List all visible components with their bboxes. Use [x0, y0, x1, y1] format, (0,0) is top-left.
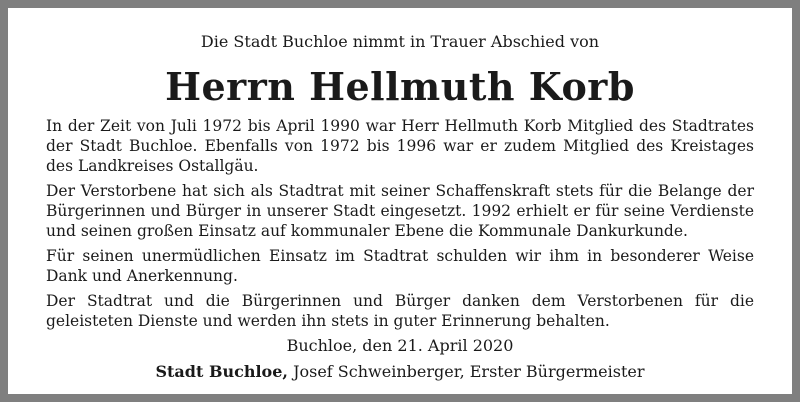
signature-organization: Stadt Buchloe, — [155, 362, 288, 381]
body-paragraph: In der Zeit von Juli 1972 bis April 1990 war Herr Hellmuth Korb Mitglied des Stadtrates der Stadt Buchloe. Ebenfalls von 1972 bis 1996 war er zudem Mitglied des Kreistages des Landkreises Ostallgäu. — [46, 117, 754, 175]
body-paragraph: Der Stadtrat und die Bürgerinnen und Bürger danken dem Verstorbenen für die geleisteten Dienste und werden ihn stets in guter Erinnerung behalten. — [46, 292, 754, 330]
place-and-date: Buchloe, den 21. April 2020 — [286, 336, 514, 355]
intro-line: Die Stadt Buchloe nimmt in Trauer Abschied von — [200, 32, 600, 51]
signature-line — [8, 362, 792, 382]
body-paragraph: Der Verstorbene hat sich als Stadtrat mit seiner Schaffenskraft stets für die Belange der Bürgerinnen und Bürger in unserer Stadt eingesetzt. 1992 erhielt er für seine Verdienste und seinen großen Einsatz auf kommunaler Ebene die Kommunale Dankurkunde. — [46, 182, 754, 240]
signature-person: Josef Schweinberger, Erster Bürgermeister — [287, 362, 645, 381]
notice-body — [46, 116, 754, 331]
deceased-name-heading: Herrn Hellmuth Korb — [165, 64, 635, 109]
body-paragraph: Für seinen unermüdlichen Einsatz im Stadtrat schulden wir ihm in besonderer Weise Dank und Anerkennung. — [46, 247, 754, 285]
